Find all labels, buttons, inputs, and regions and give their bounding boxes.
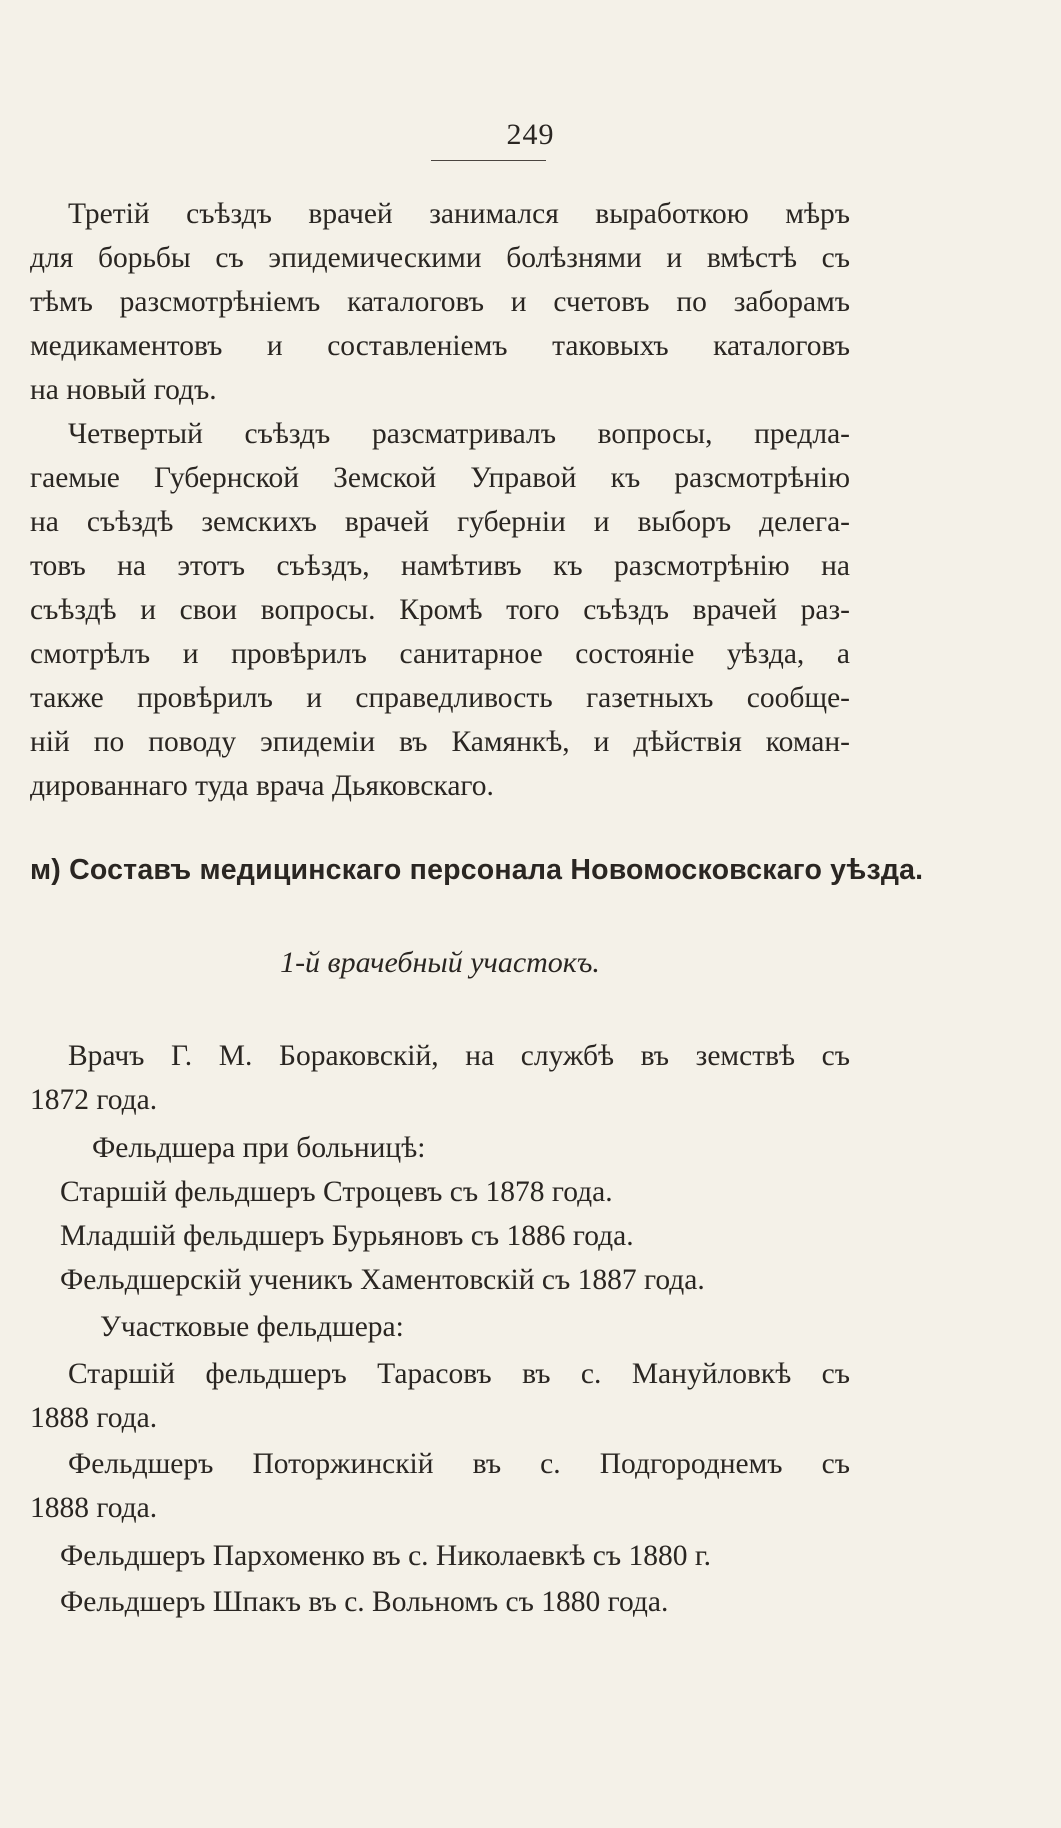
entry-line: Врачъ Г. М. Бораковскій, на службѣ въ земствѣ съ bbox=[68, 1040, 850, 1072]
paragraph-line: Третій съѣздъ врачей занимался выработкою мѣръ bbox=[68, 198, 850, 230]
paragraph-line: на съѣздѣ земскихъ врачей губерніи и выборъ делега- bbox=[30, 506, 850, 538]
entry-line: 1872 года. bbox=[30, 1084, 158, 1116]
list-item: Фельдшерскій ученикъ Хаментовскій съ 1887 года. bbox=[60, 1264, 705, 1296]
page-number: 249 bbox=[506, 118, 555, 151]
paragraph-line: медикаментовъ и составленіемъ таковыхъ каталоговъ bbox=[30, 330, 850, 362]
paragraph-line: ній по поводу эпидеміи въ Камянкѣ, и дѣйствія коман- bbox=[30, 726, 850, 758]
paragraph-fourth-congress bbox=[30, 412, 850, 808]
entry-line: 1888 года. bbox=[30, 1402, 158, 1434]
page-number-rule bbox=[431, 160, 546, 161]
list-item: Старшій фельдшеръ Строцевъ съ 1878 года. bbox=[60, 1176, 613, 1208]
district-heading: 1-й врачебный участокъ. bbox=[280, 946, 600, 979]
paragraph-line: для борьбы съ эпидемическими болѣзнями и вмѣстѣ съ bbox=[30, 242, 850, 274]
entry-line: 1888 года. bbox=[30, 1492, 158, 1524]
hospital-feldshers-heading: Фельдшера при больницѣ: bbox=[92, 1132, 426, 1164]
paragraph-line: товъ на этотъ съѣздъ, намѣтивъ къ разсмотрѣнію на bbox=[30, 550, 850, 582]
district-feldshers-heading: Участковые фельдшера: bbox=[100, 1311, 404, 1343]
list-item bbox=[30, 1442, 850, 1530]
list-item: Фельдшеръ Шпакъ въ с. Вольномъ съ 1880 года. bbox=[60, 1586, 669, 1618]
entry-line: Старшій фельдшеръ Тарасовъ въ с. Мануйловкѣ съ bbox=[68, 1358, 850, 1390]
list-item bbox=[30, 1352, 850, 1440]
physician-entry bbox=[30, 1034, 850, 1122]
paragraph-line: смотрѣлъ и провѣрилъ санитарное состояніе уѣзда, а bbox=[30, 638, 850, 670]
list-item: Фельдшеръ Пархоменко въ с. Николаевкѣ съ 1880 г. bbox=[60, 1540, 712, 1572]
entry-line: Фельдшеръ Поторжинскій въ с. Подгороднемъ съ bbox=[68, 1448, 850, 1480]
paragraph-line: гаемые Губернской Земской Управой къ разсмотрѣнію bbox=[30, 462, 850, 494]
paragraph-third-congress bbox=[30, 192, 850, 412]
list-item: Младшій фельдшеръ Бурьяновъ съ 1886 года. bbox=[60, 1220, 634, 1252]
paragraph-line: тѣмъ разсмотрѣніемъ каталоговъ и счетовъ по заборамъ bbox=[30, 286, 850, 318]
paragraph-line: на новый годъ. bbox=[30, 374, 217, 406]
paragraph-line: также провѣрилъ и справедливость газетныхъ сообще- bbox=[30, 682, 850, 714]
paragraph-line: съѣздѣ и свои вопросы. Кромѣ того съѣздъ врачей раз- bbox=[30, 594, 850, 626]
paragraph-line: дированнаго туда врача Дьяковскаго. bbox=[30, 770, 494, 802]
paragraph-line: Четвертый съѣздъ разсматривалъ вопросы, предла- bbox=[68, 418, 850, 450]
section-heading: м) Составъ медицинскаго персонала Новомосковскаго уѣзда. bbox=[30, 854, 924, 886]
